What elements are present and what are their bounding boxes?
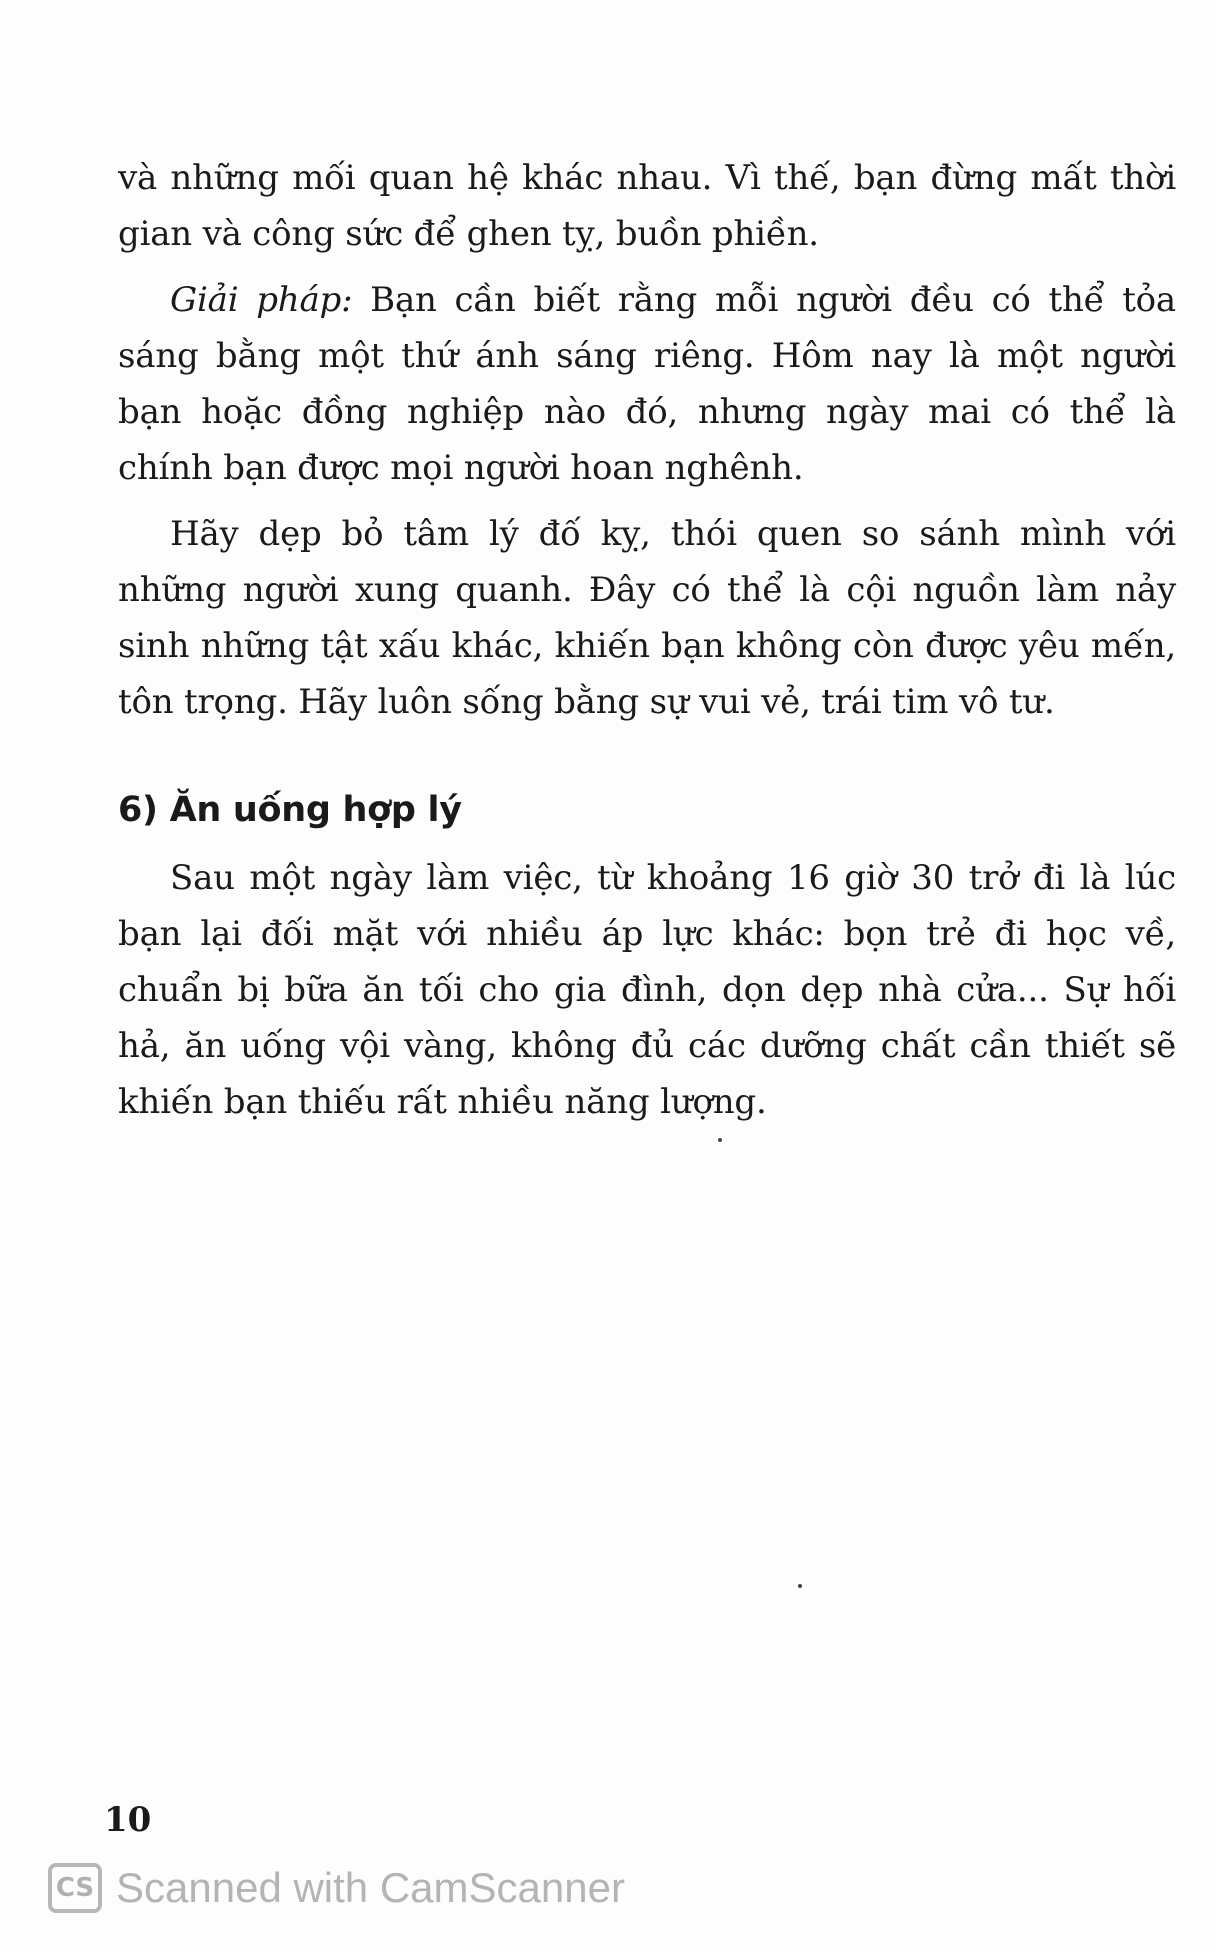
paragraph-advice: Hãy dẹp bỏ tâm lý đố kỵ, thói quen so sánh mình với những người xung quanh. Đây có thể là cội nguồn làm nảy sinh những tật xấu khác, khiến bạn không còn được yêu mến, tôn trọng. Hãy luôn sống bằng sự vui vẻ, trái tim vô tư. — [118, 514, 1176, 722]
scan-speck — [718, 1138, 722, 1142]
solution-text: Bạn cần biết rằng mỗi người đều có thể tỏa sáng bằng một thứ ánh sáng riêng. Hôm nay là một người bạn hoặc đồng nghiệp nào đó, nhưng ngày mai có thể là chính bạn được mọi người hoan nghênh. — [118, 280, 1176, 488]
solution-label: Giải pháp: — [170, 280, 353, 320]
paragraph-solution — [118, 272, 1176, 496]
page-number: 10 — [104, 1800, 152, 1840]
camscanner-watermark — [48, 1860, 625, 1916]
page-body — [118, 150, 1176, 1140]
camscanner-logo-icon: CS — [48, 1863, 102, 1913]
watermark-text: Scanned with CamScanner — [116, 1864, 625, 1911]
paragraph-section: Sau một ngày làm việc, từ khoảng 16 giờ 30 trở đi là lúc bạn lại đối mặt với nhiều áp lực khác: bọn trẻ đi học về, chuẩn bị bữa ăn tối cho gia đình, dọn dẹp nhà cửa... Sự hối hả, ăn uống vội vàng, không đủ các dưỡng chất cần thiết sẽ khiến bạn thiếu rất nhiều năng lượng. — [118, 858, 1176, 1122]
section-heading: 6) Ăn uống hợp lý — [118, 790, 462, 830]
scan-speck — [798, 1584, 802, 1588]
paragraph-continuation: và những mối quan hệ khác nhau. Vì thế, bạn đừng mất thời gian và công sức để ghen tỵ, buồn phiền. — [118, 158, 1176, 254]
